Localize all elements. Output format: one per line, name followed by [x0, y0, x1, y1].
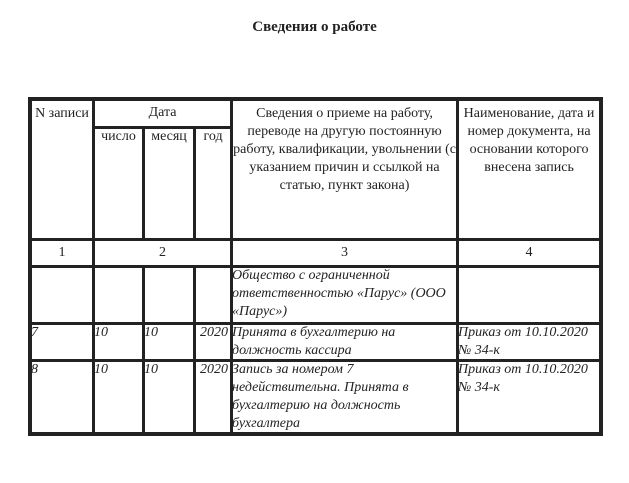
- header-document: Наименование, дата и номер документа, на основании которого внесена запись: [458, 99, 602, 240]
- record-number: 8: [30, 361, 94, 435]
- header-month: месяц: [144, 127, 195, 239]
- record-month: [144, 267, 195, 324]
- header-day: число: [94, 127, 144, 239]
- column-number: 3: [232, 240, 458, 267]
- record-month: 10: [144, 361, 195, 435]
- work-info-table: [28, 97, 603, 436]
- record-document: Приказ от 10.10.2020 № 34-к: [458, 361, 602, 435]
- header-year: год: [195, 127, 232, 239]
- header-work-info: Сведения о приеме на работу, переводе на другую постоянную работу, квалификации, увольнении (с указанием причин и ссылкой на статью, пункт закона): [232, 99, 458, 240]
- record-info: Запись за номером 7 недействительна. Принята в бухгалтерию на должность бухгалтера: [232, 361, 458, 435]
- header-record-number: N записи: [30, 99, 94, 240]
- record-year: [195, 267, 232, 324]
- table-row: [30, 324, 602, 361]
- column-number: 2: [94, 240, 232, 267]
- record-document: Приказ от 10.10.2020 № 34-к: [458, 324, 602, 361]
- table-row: [30, 267, 602, 324]
- column-number: 4: [458, 240, 602, 267]
- page-title: Сведения о работе: [252, 19, 377, 35]
- record-day: 10: [94, 361, 144, 435]
- record-document: [458, 267, 602, 324]
- header-row: [30, 99, 602, 128]
- record-info: Принята в бухгалтерию на должность кассира: [232, 324, 458, 361]
- record-year: 2020: [195, 324, 232, 361]
- record-info: Общество с ограниченной ответственностью «Парус» (ООО «Парус»): [232, 267, 458, 324]
- table-row: [30, 361, 602, 435]
- header-date: Дата: [94, 99, 232, 128]
- record-year: 2020: [195, 361, 232, 435]
- record-number: 7: [30, 324, 94, 361]
- column-number: 1: [30, 240, 94, 267]
- record-month: 10: [144, 324, 195, 361]
- record-day: [94, 267, 144, 324]
- column-numbers-row: [30, 240, 602, 267]
- record-number: [30, 267, 94, 324]
- record-day: 10: [94, 324, 144, 361]
